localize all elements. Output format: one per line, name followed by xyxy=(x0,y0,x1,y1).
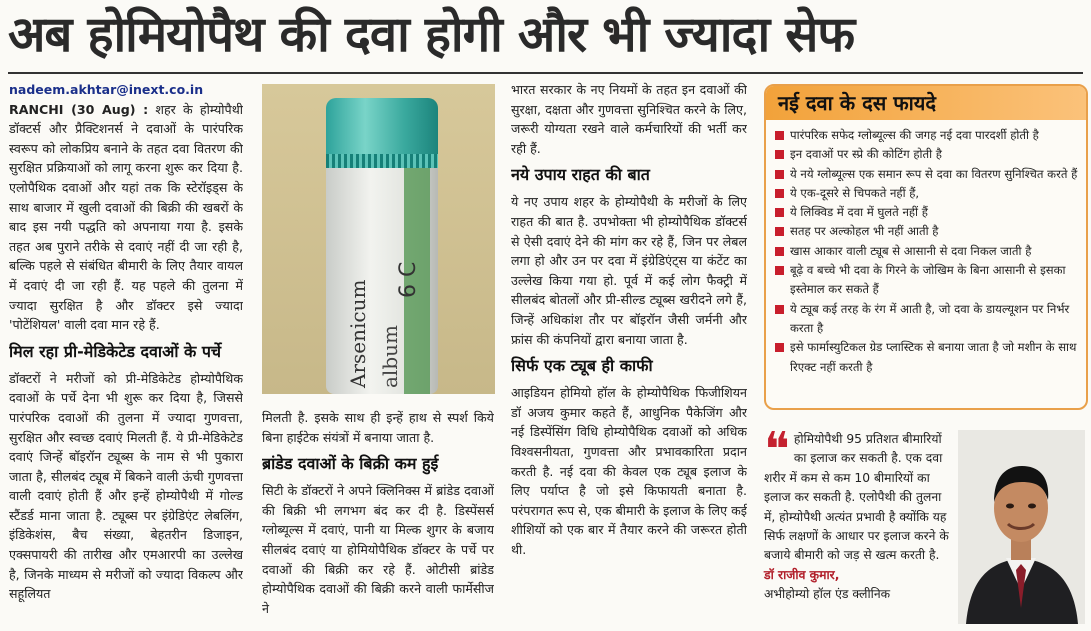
column-2 xyxy=(262,408,494,631)
benefit-text: ये एक-दूसरे से चिपकते नहीं हैं, xyxy=(790,185,920,200)
benefits-list xyxy=(774,126,1078,377)
benefit-item xyxy=(774,222,1078,241)
headline: अब होमियोपैथ की दवा होगी और भी ज्यादा सेफ xyxy=(8,6,855,63)
portrait-figure xyxy=(958,430,1085,624)
premedicated-paragraph: डॉक्टरों ने मरीजों को प्री-मेडिकेटेड होम्योपैथिक दवाओं के पर्चे देना भी शुरू कर दिया है, जिससे पारंपरिक दवाओं की तुलना में ज्यादा गुणवत्ता, सुरक्षित और स्वच्छ दवाएं मिलती हैं. ये प्री-मेडिकेटेड दवाएं जिन्हें बॉइरॉन ट्यूब्स के नाम से भी पुकारा जाता है, सीलबंद ट्यूब में बिकने वाली ऊंची गुणवत्ता वाली दवाएं होती हैं और इन्हें होम्योपैथी में गोल्ड स्टैंडर्ड माना जाता है. ट्यूब्स पर इंग्रेडिएंट लेबलिंग, इंडिकेशंस, बैच संख्या, बेहतरीन डिजाइन, एक्सपायरी की तारीख और एमआरपी का उल्लेख है, जिनके माध्यम से मरीजों को ज्यादा विकल्प और सहूलियत xyxy=(9,370,243,602)
benefits-title: नई दवा के दस फायदे xyxy=(766,86,1086,120)
column-1 xyxy=(9,80,243,630)
tube-label-potency: 6 C xyxy=(396,261,421,298)
benefit-item xyxy=(774,261,1078,300)
quote-affiliation: अभीहोम्यो हॉल एंड क्लीनिक xyxy=(764,587,891,602)
benefit-text: इन दवाओं पर स्प्रे की कोटिंग होती है xyxy=(790,147,942,162)
column-3 xyxy=(511,80,747,631)
benefit-text: पारंपरिक सफेद ग्लोब्यूल्स की जगह नई दवा पारदर्शी होती है xyxy=(790,128,1039,142)
bullet-square-icon xyxy=(775,247,784,256)
benefit-item xyxy=(774,242,1078,261)
bullet-square-icon xyxy=(775,170,784,179)
quote-text: होमियोपैथी 95 प्रतिशत बीमारियों का इलाज कर सकती है. एक दवा शरीर में कम से कम 10 बीमारियों का इलाज कर सकती है. एलोपैथी की तुलना में, होम्योपैथी अत्यंत प्रभावी है क्योंकि यह सिर्फ लक्षणों के आधार पर इलाज करने के बजाये बीमारी को जड़ से खत्म करती है. xyxy=(764,432,949,563)
benefit-item xyxy=(774,184,1078,203)
bullet-square-icon xyxy=(775,150,784,159)
bullet-square-icon xyxy=(775,227,784,236)
subhead-relief: नये उपाय राहत की बात xyxy=(511,165,650,185)
benefit-item xyxy=(774,300,1078,339)
medicine-tube xyxy=(326,98,438,394)
byline[interactable]: nadeem.akhtar@inext.co.in xyxy=(9,82,204,97)
intro-text: शहर के होम्योपैथी डॉक्टर्स और प्रैक्टिशनर्स ने दवाओं के पारंपरिक स्वरूप को लोकप्रिय बनाने के तहत दवा वितरण की सुरक्षित प्रक्रियाओं को लागू करना शुरू कर दिया है. एलोपैथिक दवाओं और यहां तक कि स्टेरॉइड्स के साथ बाजार में खुली दवाओं की बिक्री की खबरों के बाद इस नयी पद्धति को अपनाया गया है. इसके तहत अब पुराने तरीके से दवाएं नहीं दी जा रही है, बल्कि पहले से संबंधित बीमारी के लिए तैयार वायल में दवाएं दी जा रही हैं. यह पहले की तुलना में ज्यादा सुरक्षित है और डॉक्टर इसे ज्यादा 'पोटेंशियल' वाली दवा मान रहे हैं. xyxy=(9,101,243,333)
doctor-portrait xyxy=(958,430,1085,624)
subhead-premedicated: मिल रहा प्री-मेडिकेटेड दवाओं के पर्चे xyxy=(9,341,222,361)
medicine-tube-photo xyxy=(262,84,495,394)
benefit-item xyxy=(774,145,1078,164)
tube-label-text-1: Arsenicum xyxy=(346,279,370,388)
benefit-text: ये नये ग्लोब्यूल्स एक समान रूप से दवा का वितरण सुनिश्चित करते हैं xyxy=(790,166,1078,181)
quote-mark-icon: ❝ xyxy=(764,422,790,478)
intro-paragraph xyxy=(9,100,243,335)
col2-paragraph-2: सिटी के डॉक्टरों ने अपने क्लिनिक्स में ब्रांडेड दवाओं की बिक्री भी लगभग बंद कर दी है. डिस्पेंसर्स ग्लोब्यूल्स में दवाएं, पानी या मिल्क शुगर के बजाय सीलबंद दवाएं या होमियोपैथिक डॉक्टर के पर्चे पर दवाओं की बिक्री कर रहे हैं. ओटीसी ब्रांडेड होम्योपैथिक दवाओं की बिक्री करने वाली फार्मेसीज ने xyxy=(262,483,494,616)
benefit-text: सतह पर अल्कोहल भी नहीं आती है xyxy=(790,224,939,239)
benefits-box xyxy=(764,84,1088,410)
benefit-item xyxy=(774,165,1078,184)
bullet-square-icon xyxy=(775,266,784,275)
tube-cap-ribs xyxy=(326,154,438,168)
col2-paragraph-1: मिलती है. इसके साथ ही इन्हें हाथ से स्पर्श किये बिना हाईटेक संयंत्रों में बनाया जाता है. xyxy=(262,410,494,445)
quote-author: डॉ राजीव कुमार, xyxy=(764,567,840,582)
benefit-item xyxy=(774,203,1078,222)
subhead-branded: ब्रांडेड दवाओं के बिक्री कम हुई xyxy=(262,454,439,474)
bullet-square-icon xyxy=(775,305,784,314)
tube-label-text-2: album xyxy=(378,325,402,388)
bullet-square-icon xyxy=(775,208,784,217)
headline-rule xyxy=(8,72,1083,74)
bullet-square-icon xyxy=(775,189,784,198)
benefit-item xyxy=(774,338,1078,377)
benefit-item xyxy=(774,126,1078,145)
doctor-quote xyxy=(764,422,952,630)
dateline: RANCHI (30 Aug) : xyxy=(9,101,149,117)
benefit-text: ये ट्यूब कई तरह के रंग में आती है, जो दवा के डायल्यूशन पर निर्भर करता है xyxy=(790,301,1070,335)
benefit-text: ये लिक्विड में दवा में घुलते नहीं हैं xyxy=(790,205,928,220)
bullet-square-icon xyxy=(775,131,784,140)
benefit-text: खास आकार वाली ट्यूब से आसानी से दवा निकल जाती है xyxy=(790,243,1032,258)
bullet-square-icon xyxy=(775,343,784,352)
col3-paragraph-2: ये नए उपाय शहर के होम्योपैथी के मरीजों के लिए राहत की बात है. उपभोक्ता भी होम्योपैथिक डॉक्टर्स से ऐसी दवाएं देने की मांग कर रहे हैं, जिन पर लेबल लगा हो और उन पर दवा में इंग्रेडिएंट्स या कंटेंट का उल्लेख किया गया हो. पूर्व में कई लोग फैक्ट्री में सीलबंद बोतलों और प्री-सील्ड ट्यूब्स खरीदने लगे हैं, जिन्हें अधिकांश तौर पर बॉइरॉन जैसी जर्मनी और फ्रांस की कंपनियों द्वारा बनाया जाता है. xyxy=(511,194,747,347)
benefit-text: बूढ़े व बच्चे भी दवा के गिरने के जोखिम के बिना आसानी से इसका इस्तेमाल कर सकते हैं xyxy=(790,263,1066,297)
subhead-one-tube: सिर्फ एक ट्यूब ही काफी xyxy=(511,356,653,376)
benefit-text: इसे फार्मास्युटिकल ग्रेड प्लास्टिक से बनाया जाता है जो मशीन के साथ रिएक्ट नहीं करती है xyxy=(790,340,1077,374)
col3-paragraph-1: भारत सरकार के नए नियमों के तहत इन दवाओं की सुरक्षा, दक्षता और गुणवत्ता सुनिश्चित करने के लिए, जरूरी योग्यता रखने वाले कर्मचारियों की भर्ती कर रही हैं. xyxy=(511,82,747,156)
col3-paragraph-3: आइडियन होमियो हॉल के होम्योपैथिक फिजीशियन डॉ अजय कुमार कहते हैं, आधुनिक पैकेजिंग और नई डिस्पेंसिंग विधि होम्योपैथिक दवाओं को अधिक विश्वसनीयता, गुणवत्ता और प्रभावकारिता प्रदान करती है. नई दवा की केवल एक ट्यूब इलाज के लिए पर्याप्त है जो इसे किफायती बनाता है. परंपरागत रूप से, एक बीमारी के इलाज के लिए कई शीशियों को एक बार में तैयार करने की जरूरत होती थी. xyxy=(511,385,747,557)
